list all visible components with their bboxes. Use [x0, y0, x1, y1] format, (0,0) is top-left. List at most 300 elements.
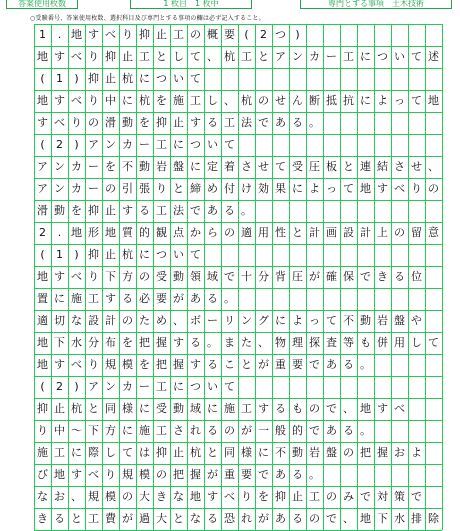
answer-line [34, 420, 442, 442]
answer-character: 確 [326, 270, 337, 283]
answer-character: け [241, 182, 252, 195]
answer-character: と [173, 512, 184, 525]
answer-character: て [326, 314, 337, 327]
answer-line [34, 90, 442, 112]
answer-character: 張 [139, 182, 150, 195]
answer-character: る [190, 336, 201, 349]
answer-character: 工 [139, 50, 150, 63]
answer-character: を [139, 358, 150, 371]
answer-character: 性 [275, 226, 286, 239]
answer-line [34, 200, 442, 222]
answer-character: と [241, 358, 252, 371]
answer-character: り [241, 490, 252, 503]
answer-character: 不 [122, 160, 133, 173]
page-number-label: 1 枚目 1 枚中 [163, 0, 219, 8]
answer-character: き [377, 270, 388, 283]
answer-line [34, 222, 442, 244]
answer-character: 排 [411, 512, 422, 525]
answer-character: 分 [88, 336, 99, 349]
answer-character: 水 [394, 512, 405, 525]
answer-character: の [122, 490, 133, 503]
answer-character: な [190, 512, 201, 525]
answer-character: 。 [360, 358, 371, 371]
answer-character: 施 [139, 424, 150, 437]
answer-character: ( [40, 248, 45, 261]
answer-character: 工 [156, 424, 167, 437]
answer-character: い [207, 380, 218, 393]
answer-character: 恐 [224, 512, 235, 525]
answer-character: 工 [309, 490, 320, 503]
answer-character: り [122, 28, 133, 41]
answer-character: 計 [360, 226, 371, 239]
answer-character: 規 [105, 358, 116, 371]
answer-character: あ [275, 116, 286, 129]
answer-character: 地 [71, 28, 82, 41]
answer-character: 設 [88, 314, 99, 327]
answer-character: さ [173, 424, 184, 437]
answer-character: 必 [139, 292, 150, 305]
answer-character: 費 [105, 512, 116, 525]
answer-character: 過 [139, 512, 150, 525]
answer-character: ) [295, 28, 300, 41]
answer-character: さ [241, 160, 252, 173]
answer-character: と [71, 512, 82, 525]
answer-character: 、 [428, 160, 439, 173]
answer-character: 質 [122, 226, 133, 239]
answer-character: は [139, 446, 150, 459]
answer-character: に [122, 424, 133, 437]
answer-character: 工 [156, 380, 167, 393]
answer-character: 施 [37, 446, 48, 459]
answer-character: 滑 [105, 116, 116, 129]
answer-character: す [258, 402, 269, 415]
answer-character: 一 [258, 424, 269, 437]
answer-character: こ [224, 358, 235, 371]
answer-character: を [71, 204, 82, 217]
answer-character: に [173, 380, 184, 393]
answer-character: の [190, 28, 201, 41]
answer-character: 工 [190, 94, 201, 107]
answer-character: が [258, 358, 269, 371]
answer-character: カ [122, 380, 133, 393]
answer-character: す [190, 358, 201, 371]
answer-character: 十 [241, 270, 252, 283]
answer-character: 、 [258, 336, 269, 349]
answer-character: べ [54, 116, 65, 129]
specialty-box [300, 0, 452, 9]
answer-character: る [207, 512, 218, 525]
answer-character: 抑 [37, 402, 48, 415]
answer-character: 止 [292, 490, 303, 503]
answer-character: る [207, 292, 218, 305]
answer-character: さ [394, 160, 405, 173]
answer-character: を [105, 160, 116, 173]
answer-character: 除 [428, 512, 439, 525]
answer-character: 要 [292, 358, 303, 371]
answer-character: ン [241, 314, 252, 327]
answer-character: り [105, 468, 116, 481]
answer-character: 地 [37, 94, 48, 107]
answer-character: が [258, 512, 269, 525]
answer-character: 画 [326, 226, 337, 239]
answer-character: 模 [122, 358, 133, 371]
answer-character: す [71, 468, 82, 481]
answer-character: で [309, 424, 320, 437]
answer-character: る [343, 358, 354, 371]
answer-character: る [139, 204, 150, 217]
answer-character: ( [40, 138, 45, 151]
answer-character: い [394, 50, 405, 63]
answer-character: 、 [173, 314, 184, 327]
answer-character: す [54, 358, 65, 371]
answer-character: 2 [56, 380, 63, 393]
answer-character: 不 [275, 446, 286, 459]
answer-character: る [224, 204, 235, 217]
answer-character: 杭 [139, 94, 150, 107]
answer-character: て [224, 138, 235, 151]
answer-character: 地 [71, 226, 82, 239]
answer-line [34, 266, 442, 288]
answer-character: 把 [156, 358, 167, 371]
answer-character: 併 [377, 336, 388, 349]
answer-character: 止 [105, 248, 116, 261]
answer-character: 保 [343, 270, 354, 283]
answer-character: 方 [105, 424, 116, 437]
answer-character: 効 [258, 182, 269, 195]
answer-character: 岩 [377, 314, 388, 327]
answer-character: 下 [88, 424, 99, 437]
answer-character: 受 [292, 160, 303, 173]
answer-character: な [37, 490, 48, 503]
answer-character: な [71, 314, 82, 327]
answer-character: 抑 [88, 204, 99, 217]
answer-character: も [360, 336, 371, 349]
answer-character: 法 [173, 204, 184, 217]
answer-character: 動 [54, 204, 65, 217]
answer-character: ボ [190, 314, 201, 327]
answer-character: 対 [377, 490, 388, 503]
answer-character: り [156, 182, 167, 195]
answer-character: り [37, 424, 48, 437]
answer-character: 、 [343, 402, 354, 415]
answer-character: 理 [292, 336, 303, 349]
answer-character: 把 [173, 468, 184, 481]
answer-character: 受 [156, 270, 167, 283]
answer-character: っ [326, 182, 337, 195]
answer-character: に [360, 94, 371, 107]
answer-character: 同 [224, 446, 235, 459]
answer-character: た [139, 314, 150, 327]
answer-character: の [224, 226, 235, 239]
answer-character: 意 [428, 226, 439, 239]
answer-character: る [207, 116, 218, 129]
answer-character: 受 [156, 402, 167, 415]
answer-character: を [139, 116, 150, 129]
answer-character: 設 [343, 226, 354, 239]
answer-character: り [71, 116, 82, 129]
answer-character: 位 [411, 270, 422, 283]
answer-character: に [139, 402, 150, 415]
answer-character: 止 [122, 50, 133, 63]
answer-character: で [326, 512, 337, 525]
answer-character: 杭 [122, 248, 133, 261]
answer-character: 断 [309, 94, 320, 107]
answer-character: つ [190, 138, 201, 151]
answer-character: ア [88, 138, 99, 151]
answer-character: り [411, 182, 422, 195]
answer-character: 大 [156, 512, 167, 525]
answer-character: る [394, 270, 405, 283]
answer-character: て [224, 380, 235, 393]
answer-character: カ [309, 50, 320, 63]
answer-character: ～ [71, 424, 82, 437]
answer-line [34, 486, 442, 508]
answer-character: 盤 [326, 446, 337, 459]
answer-character: り [88, 358, 99, 371]
answer-character: っ [309, 314, 320, 327]
answer-character: と [156, 50, 167, 63]
answer-character: カ [122, 138, 133, 151]
answer-character: 抑 [156, 116, 167, 129]
answer-line [34, 112, 442, 134]
answer-character: 圧 [309, 160, 320, 173]
answer-character: ) [74, 380, 79, 393]
answer-line [34, 354, 442, 376]
answer-character: る [207, 358, 218, 371]
answer-character: に [71, 446, 82, 459]
answer-character: 抑 [139, 28, 150, 41]
answer-character: ま [224, 336, 235, 349]
answer-character: で [224, 270, 235, 283]
answer-character: 杭 [190, 446, 201, 459]
answer-line [34, 464, 442, 486]
answer-character: 工 [343, 50, 354, 63]
answer-character: 布 [105, 336, 116, 349]
answer-character: が [241, 424, 252, 437]
answer-character: る [343, 424, 354, 437]
answer-character: つ [190, 380, 201, 393]
answer-character: れ [190, 424, 201, 437]
answer-character: 観 [156, 226, 167, 239]
answer-character: 施 [173, 94, 184, 107]
answer-character: の [122, 314, 133, 327]
answer-character: 模 [105, 490, 116, 503]
answer-character: 岩 [156, 160, 167, 173]
answer-character: 付 [224, 182, 235, 195]
answer-character: 工 [241, 402, 252, 415]
answer-character: 形 [88, 226, 99, 239]
answer-character: 的 [139, 226, 150, 239]
answer-character: 置 [37, 292, 48, 305]
answer-character: に [139, 248, 150, 261]
answer-character: 、 [71, 490, 82, 503]
answer-character: あ [190, 292, 201, 305]
answer-character: 規 [122, 468, 133, 481]
answer-character: べ [394, 182, 405, 195]
answer-character: に [258, 446, 269, 459]
answer-character: 締 [190, 182, 201, 195]
answer-character: せ [275, 94, 286, 107]
answer-character: す [207, 490, 218, 503]
answer-character: 分 [258, 270, 269, 283]
answer-character: に [190, 160, 201, 173]
answer-character: す [190, 116, 201, 129]
answer-character: 適 [37, 314, 48, 327]
answer-character: お [54, 490, 65, 503]
answer-character: の [88, 116, 99, 129]
answer-character: 要 [241, 468, 252, 481]
answer-character: ) [74, 138, 79, 151]
answer-character: 地 [360, 182, 371, 195]
answer-character: 動 [173, 402, 184, 415]
answer-character: 、 [207, 50, 218, 63]
answer-character: で [360, 270, 371, 283]
answer-character: や [411, 314, 422, 327]
answer-character: ン [54, 182, 65, 195]
answer-character: べ [105, 28, 116, 41]
answer-character: 。 [309, 468, 320, 481]
answer-character: 連 [360, 160, 371, 173]
answer-character: 中 [105, 94, 116, 107]
answer-character: お [394, 446, 405, 459]
answer-character: 地 [54, 468, 65, 481]
answer-character: ( [244, 28, 249, 41]
answer-character: よ [309, 182, 320, 195]
answer-character: す [105, 292, 116, 305]
answer-character: る [275, 402, 286, 415]
answer-character: い [173, 248, 184, 261]
answer-character: る [207, 424, 218, 437]
answer-character: と [88, 402, 99, 415]
answer-character: ン [105, 138, 116, 151]
answer-character: の [326, 490, 337, 503]
answer-character: に [292, 182, 303, 195]
answer-character: に [275, 314, 286, 327]
answer-character: 杭 [224, 50, 235, 63]
answer-character: す [173, 336, 184, 349]
answer-character: て [343, 182, 354, 195]
answer-character: 動 [173, 270, 184, 283]
answer-character: ー [139, 380, 150, 393]
answer-character: 用 [394, 336, 405, 349]
answer-character: つ [156, 248, 167, 261]
answer-character: つ [275, 28, 286, 41]
answer-character: で [309, 358, 320, 371]
answer-character: 握 [173, 358, 184, 371]
answer-character: よ [411, 446, 422, 459]
answer-character: 下 [54, 336, 65, 349]
answer-character: 下 [105, 270, 116, 283]
answer-character: 策 [394, 490, 405, 503]
answer-character: を [122, 336, 133, 349]
answer-character: 地 [37, 50, 48, 63]
answer-character: ン [292, 50, 303, 63]
answer-character: で [411, 490, 422, 503]
answer-character: 点 [173, 226, 184, 239]
answer-line [34, 134, 442, 156]
answer-character: の [156, 468, 167, 481]
answer-character: と [258, 50, 269, 63]
answer-character: ア [37, 182, 48, 195]
answer-character: 述 [428, 50, 439, 63]
answer-character: 杭 [122, 72, 133, 85]
answer-character: 様 [241, 446, 252, 459]
answer-character: て [411, 94, 422, 107]
answer-character: 止 [54, 402, 65, 415]
answer-character: い [173, 72, 184, 85]
answer-character: と [207, 446, 218, 459]
answer-character: ア [275, 50, 286, 63]
answer-character: な [173, 490, 184, 503]
answer-character: 査 [326, 336, 337, 349]
answer-character: 地 [37, 270, 48, 283]
answer-character: に [207, 402, 218, 415]
answer-character: 抗 [343, 94, 354, 107]
answer-character: リ [224, 314, 235, 327]
answer-character: ー [326, 50, 337, 63]
answer-character: の [343, 446, 354, 459]
answer-character: 2 [39, 226, 46, 239]
answer-character: 抑 [275, 490, 286, 503]
answer-grid [34, 24, 442, 525]
answer-character: 水 [71, 336, 82, 349]
answer-character: 同 [105, 402, 116, 415]
answer-character: 1 [56, 248, 63, 261]
answer-character: 滑 [37, 204, 48, 217]
answer-character: 岩 [309, 446, 320, 459]
answer-character: し [173, 50, 184, 63]
answer-character: し [411, 336, 422, 349]
answer-character: び [37, 468, 48, 481]
answer-character: 把 [139, 336, 150, 349]
answer-character: に [122, 94, 133, 107]
answer-character: 抑 [105, 50, 116, 63]
answer-character: し [207, 94, 218, 107]
answer-character: 上 [377, 226, 388, 239]
answer-character: べ [224, 490, 235, 503]
grid-vertical-line [442, 24, 443, 530]
answer-character: 盤 [173, 160, 184, 173]
answer-character: せ [258, 160, 269, 173]
answer-character: 下 [377, 512, 388, 525]
answer-character: 工 [224, 116, 235, 129]
answer-character: す [54, 94, 65, 107]
instruction-note: ○受験番号、答案使用枚数、選択科目及び専門とする事項の欄は必ず記入すること。 [30, 15, 265, 22]
answer-line [34, 68, 442, 90]
answer-character: べ [394, 402, 405, 415]
answer-character: 動 [292, 446, 303, 459]
answer-character: ア [37, 160, 48, 173]
answer-character: せ [411, 160, 422, 173]
answer-character: め [207, 182, 218, 195]
answer-character: で [258, 116, 269, 129]
answer-character: 抑 [88, 72, 99, 85]
answer-character: . [57, 28, 62, 41]
answer-character: に [139, 72, 150, 85]
answer-character: み [343, 490, 354, 503]
answer-character: 抑 [156, 446, 167, 459]
answer-line [34, 332, 442, 354]
answer-character: 要 [224, 28, 235, 41]
answer-character: 物 [275, 336, 286, 349]
answer-character: て [275, 160, 286, 173]
answer-character: 不 [343, 314, 354, 327]
answer-character: 背 [275, 270, 286, 283]
answer-character: あ [326, 358, 337, 371]
answer-character: 工 [156, 204, 167, 217]
answer-character: ー [88, 160, 99, 173]
answer-character: 1 [39, 28, 46, 41]
